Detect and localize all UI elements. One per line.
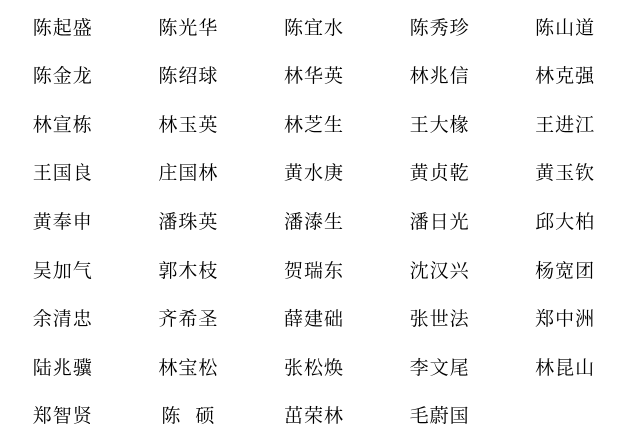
list-item: 陆兆骥 <box>32 356 93 379</box>
list-item: 王大椽 <box>409 113 470 136</box>
list-item: 黄奉申 <box>32 210 93 233</box>
list-item: 李文尾 <box>409 356 470 379</box>
list-item: 陈秀珍 <box>409 16 470 39</box>
list-item: 张松焕 <box>283 356 344 379</box>
list-item: 林宣栋 <box>32 113 93 136</box>
list-item: 黄玉钦 <box>535 162 596 185</box>
list-item: 薛建础 <box>283 308 344 331</box>
list-item: 潘日光 <box>409 210 470 233</box>
list-item <box>502 392 628 441</box>
list-item: 齐希圣 <box>158 308 219 331</box>
list-item: 陈宜水 <box>283 16 344 39</box>
list-item: 王进江 <box>535 113 596 136</box>
list-item: 陈金龙 <box>32 65 93 88</box>
list-item: 林芝生 <box>283 113 344 136</box>
list-item: 茁荣林 <box>283 405 344 428</box>
list-item: 林宝松 <box>158 356 219 379</box>
list-item: 林兆信 <box>409 65 470 88</box>
list-item: 林昆山 <box>535 356 596 379</box>
list-item: 郭木枝 <box>158 259 219 282</box>
list-item: 邱大柏 <box>535 210 596 233</box>
list-item: 张世法 <box>409 308 470 331</box>
list-item: 余清忠 <box>32 308 93 331</box>
list-item: 贺瑞东 <box>283 259 344 282</box>
list-item: 杨宽团 <box>535 259 596 282</box>
list-item: 庄国林 <box>158 162 219 185</box>
list-item: 潘珠英 <box>158 210 219 233</box>
list-item: 潘溙生 <box>283 210 344 233</box>
list-item: 郑中洲 <box>535 308 596 331</box>
list-item: 吴加气 <box>32 259 93 282</box>
list-item: 郑智贤 <box>32 405 93 428</box>
list-item: 陈绍球 <box>158 65 219 88</box>
list-item: 沈汉兴 <box>409 259 470 282</box>
list-item: 陈 硕 <box>161 405 216 428</box>
list-item: 林华英 <box>283 65 344 88</box>
list-item: 陈起盛 <box>32 16 93 39</box>
list-item: 陈光华 <box>158 16 219 39</box>
list-item: 林克强 <box>535 65 596 88</box>
list-item: 陈山道 <box>535 16 596 39</box>
list-item: 黄水庚 <box>283 162 344 185</box>
list-item: 毛蔚国 <box>409 405 470 428</box>
list-item: 林玉英 <box>158 113 219 136</box>
list-item: 王国良 <box>32 162 93 185</box>
list-item: 黄贞乾 <box>409 162 470 185</box>
